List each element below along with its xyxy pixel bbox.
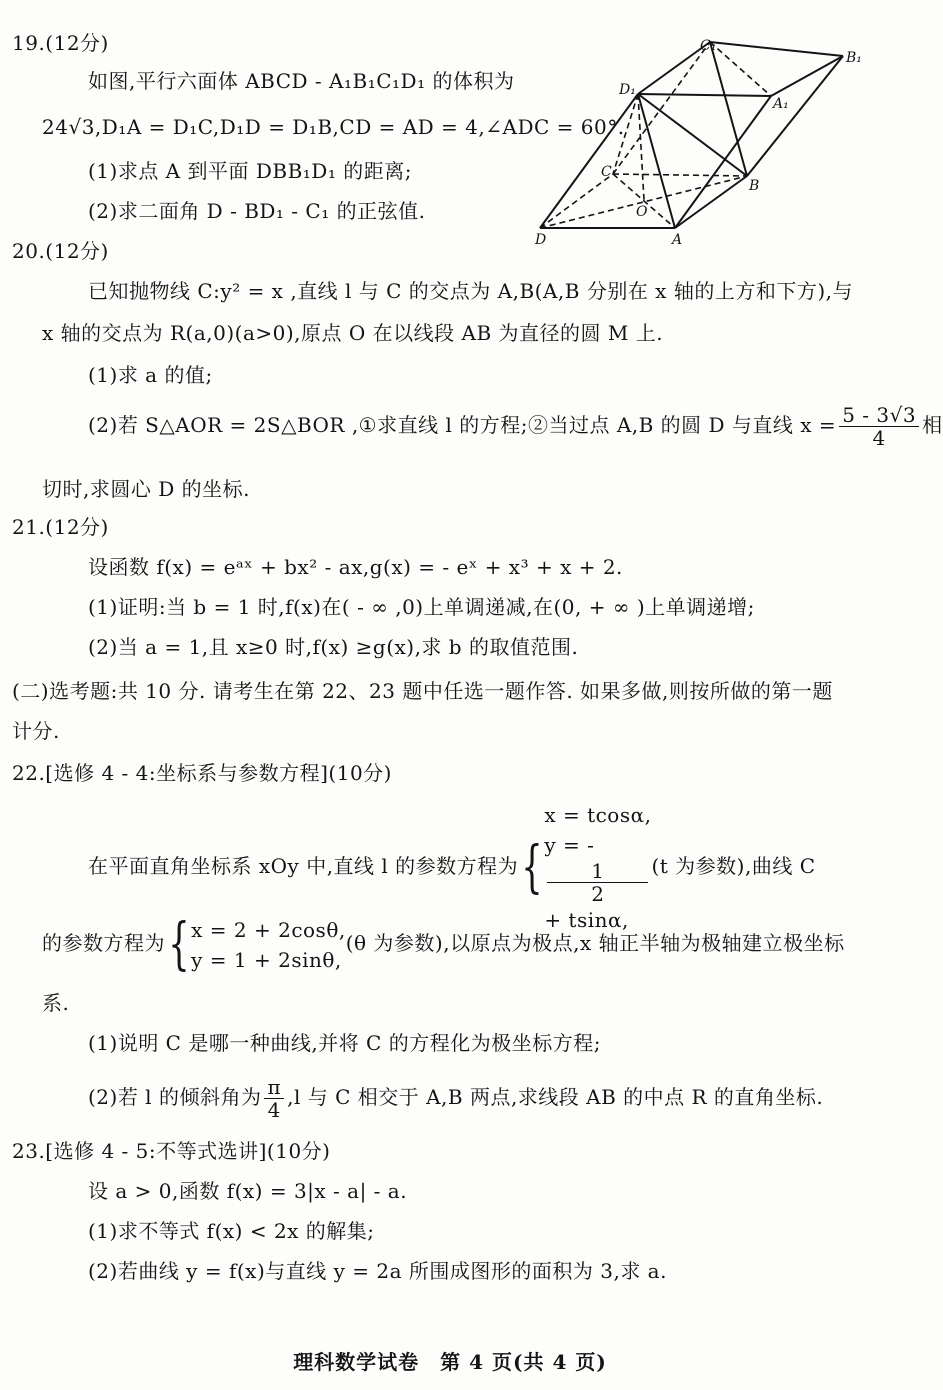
fraction-numerator: 1 [547, 860, 648, 883]
label-D1: D₁ [619, 82, 636, 98]
edge-D1A1 [638, 94, 771, 96]
q22-number: 22.[选修 4 - 4:坐标系与参数方程](10分) [12, 761, 392, 785]
fraction [264, 1076, 284, 1121]
q19-part2: (2)求二面角 D - BD₁ - C₁ 的正弦值. [88, 199, 426, 223]
label-B: B [749, 178, 760, 194]
q22-stem-line3: 系. [42, 991, 70, 1015]
left-brace: { [521, 834, 544, 900]
edge-C1B1 [710, 42, 843, 56]
label-C: C [601, 164, 612, 180]
curve-eq-y: y = 1 + 2sinθ, [191, 947, 342, 972]
q23-part1: (1)求不等式 f(x) < 2x 的解集; [88, 1219, 375, 1243]
section2-line1: (二)选考题:共 10 分. 请考生在第 22、23 题中任选一题作答. 如果多做,则按所做的第一题 [12, 679, 833, 703]
q19-number: 19.(12分) [12, 31, 109, 55]
q23-stem: 设 a > 0,函数 f(x) = 3|x - a| - a. [88, 1179, 408, 1203]
q20-part2-text: (2)若 S△AOR = 2S△BOR ,①求直线 l 的方程;②当过点 A,B 的圆 D 与直线 x = [88, 413, 837, 437]
label-B1: B₁ [846, 50, 862, 66]
label-A1: A₁ [773, 96, 789, 112]
q19-stem-line1: 如图,平行六面体 ABCD - A₁B₁C₁D₁ 的体积为 [88, 69, 515, 93]
q22-stem2-text: 的参数方程为 [42, 931, 165, 955]
page-footer: 理科数学试卷 第 4 页(共 4 页) [293, 1350, 607, 1374]
edge-AA1 [675, 96, 771, 228]
section2-line2: 计分. [12, 719, 60, 743]
q23-number: 23.[选修 4 - 5:不等式选讲](10分) [12, 1139, 331, 1163]
line-eq-x: x = tcosα, [544, 803, 652, 827]
q20-part2-end: 切时,求圆心 D 的坐标. [42, 477, 250, 501]
label-A: A [672, 232, 683, 248]
left-brace: { [168, 911, 190, 977]
q22-part1: (1)说明 C 是哪一种曲线,并将 C 的方程化为极坐标方程; [88, 1031, 601, 1055]
q22-part2-tail: ,l 与 C 相交于 A,B 两点,求线段 AB 的中点 R 的直角坐标. [287, 1085, 824, 1109]
fraction-denominator: 4 [267, 1098, 281, 1122]
q21-stem: 设函数 f(x) = eᵃˣ + bx² - ax,g(x) = - eˣ + x³ + x + 2. [88, 555, 623, 579]
label-C1: C₁ [700, 38, 717, 54]
q20-part1: (1)求 a 的值; [88, 363, 213, 387]
edge-CB [613, 174, 747, 176]
edge-DB [540, 176, 747, 228]
q20-stem-line1: 已知抛物线 C:y² = x ,直线 l 与 C 的交点为 A,B(A,B 分别在 x 轴的上方和下方),与 [88, 279, 853, 303]
label-O: O [636, 204, 648, 220]
q20-part2-tail: 相 [922, 413, 943, 437]
edge-D1C [613, 94, 638, 174]
edge-BB1 [747, 56, 843, 176]
label-D: D [535, 232, 547, 248]
edge-D1B [638, 94, 747, 176]
q20-number: 20.(12分) [12, 239, 109, 263]
curve-eq-x: x = 2 + 2cosθ, [191, 917, 346, 942]
fraction-denominator: 2 [591, 882, 605, 906]
q19-stem-line2: 24√3,D₁A = D₁C,D₁D = D₁B,CD = AD = 4,∠ADC = 60°. [42, 115, 625, 139]
q20-stem-line2: x 轴的交点为 R(a,0)(a>0),原点 O 在以线段 AB 为直径的圆 M 上. [42, 321, 664, 345]
fraction [839, 404, 919, 449]
line-eq-y: y = - 1 2 + tsinα, [544, 830, 651, 935]
q22-part2-text: (2)若 l 的倾斜角为 [88, 1085, 262, 1109]
q21-part2: (2)当 a = 1,且 x≥0 时,f(x) ≥g(x),求 b 的取值范围. [88, 635, 579, 659]
fraction-denominator: 4 [872, 426, 886, 450]
q19-part1: (1)求点 A 到平面 DBB₁D₁ 的距离; [88, 159, 412, 183]
q22-stem-line2 [42, 910, 845, 976]
edge-A1B1 [771, 56, 843, 96]
edge-C1A1 [710, 42, 771, 96]
q20-part2 [88, 404, 943, 449]
fraction [547, 860, 648, 905]
q22-stem-mid: (t 为参数),曲线 C [651, 854, 816, 878]
edge-DC [540, 174, 613, 228]
edge-DD1 [540, 94, 638, 228]
q22-part2 [88, 1076, 823, 1121]
q21-part1: (1)证明:当 b = 1 时,f(x)在( - ∞ ,0)上单调递减,在(0, + ∞ )上单调递增; [88, 595, 755, 619]
fraction-numerator: π [264, 1076, 284, 1099]
parallelepiped-figure [525, 28, 885, 250]
edge-AB [675, 176, 747, 228]
q21-number: 21.(12分) [12, 515, 109, 539]
q23-part2: (2)若曲线 y = f(x)与直线 y = 2a 所围成图形的面积为 3,求 a. [88, 1259, 667, 1283]
q22-stem-text: 在平面直角坐标系 xOy 中,直线 l 的参数方程为 [88, 854, 519, 878]
q22-stem2-tail: (θ 为参数),以原点为极点,x 轴正半轴为极轴建立极坐标 [345, 931, 845, 955]
curve-parametric-system [191, 915, 346, 975]
fraction-numerator: 5 - 3√3 [839, 404, 919, 427]
